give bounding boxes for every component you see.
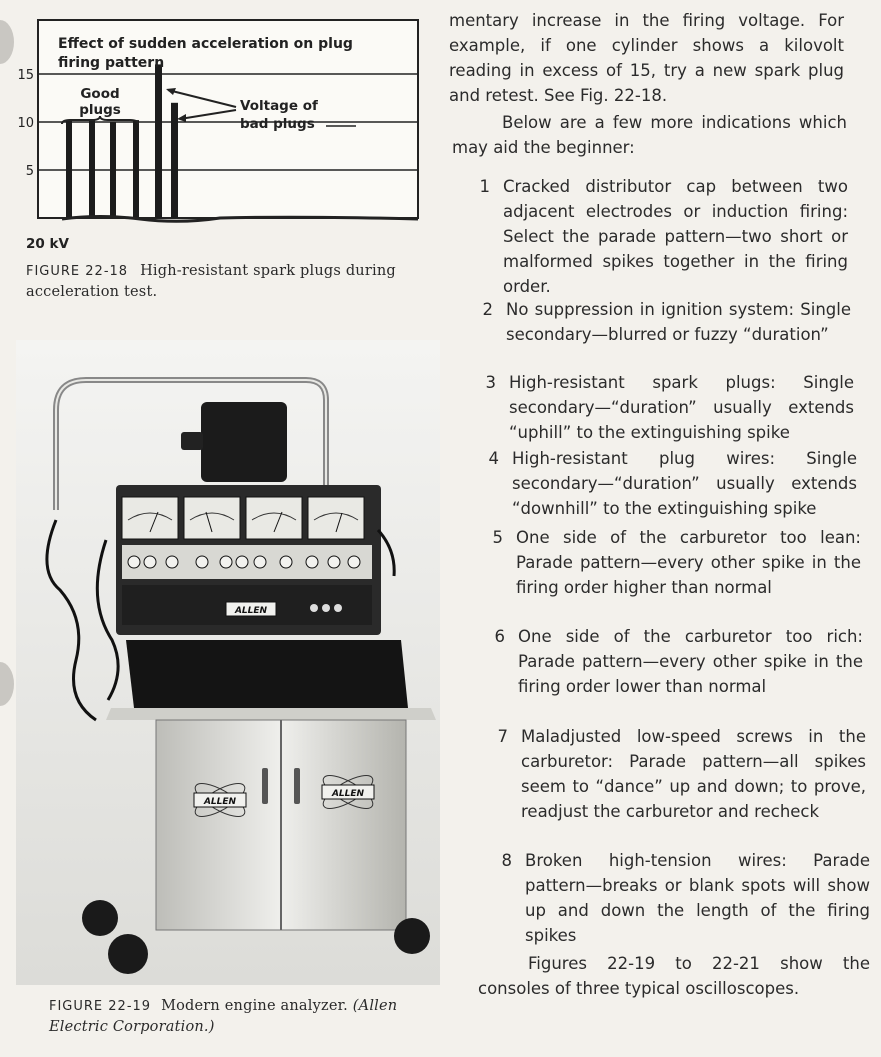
bar-3: [110, 122, 116, 218]
figure-22-18-caption: [26, 261, 436, 303]
bad-plugs-label-line2: bad plugs: [240, 116, 315, 132]
list-number: 6: [494, 627, 505, 646]
list-item: [497, 724, 866, 824]
caption-text: High-resistant spark plugs during acceleration test.: [26, 263, 396, 300]
list-text: One side of the carburetor too lean: Parade pattern—every other spike in the firing order higher than normal: [516, 528, 861, 597]
figure-label: FIGURE 22-18: [26, 264, 129, 279]
bar-4: [133, 120, 139, 218]
y-tick-label: 5: [25, 164, 34, 179]
figure-label: FIGURE 22-19: [49, 999, 152, 1014]
bar-1: [66, 120, 72, 218]
caption-text: Modern engine analyzer.: [161, 998, 348, 1014]
y-axis-label: 20 kV: [26, 236, 69, 252]
chart-tick-labels: [17, 68, 34, 179]
brand-plate-text: ALLEN: [234, 606, 268, 616]
list-item: [501, 848, 870, 948]
bad-plugs-label: Voltage of: [240, 98, 318, 114]
good-plugs-label: Good: [80, 86, 120, 102]
door-handle: [294, 768, 300, 804]
firing-pattern-chart: [0, 0, 440, 270]
good-plugs-label-line2: plugs: [79, 102, 121, 118]
list-item: [479, 174, 848, 299]
oscilloscope-screen-hood: [201, 402, 287, 482]
svg-text:ALLEN: ALLEN: [203, 797, 237, 807]
chart-title: Effect of sudden acceleration on plug: [58, 36, 353, 52]
list-text: One side of the carburetor too rich: Parade pattern—every other spike in the firing order lower than normal: [518, 627, 863, 696]
y-tick-label: 10: [17, 116, 34, 131]
bar-5: [155, 64, 162, 218]
list-text: High-resistant spark plugs: Single secondary—“duration” usually extends “uphill” to the extinguishing spike: [509, 373, 854, 442]
list-item: [482, 297, 851, 347]
list-number: 8: [501, 851, 512, 870]
y-tick-label: 15: [17, 68, 34, 83]
figure-22-19-caption: [49, 996, 449, 1038]
list-text: No suppression in ignition system: Single secondary—blurred or fuzzy “duration”: [506, 300, 851, 344]
binder-hole: [0, 662, 14, 706]
chart-title-line2: firing pattern: [58, 55, 165, 71]
figures-paragraph: Figures 22-19 to 22-21 show the consoles of three typical oscilloscopes.: [478, 954, 870, 998]
below-paragraph: Below are a few more indications which may aid the beginner:: [452, 113, 847, 157]
caption-credit: (Allen Electric Corporation.): [49, 998, 398, 1035]
list-text: Cracked distributor cap between two adjacent electrodes or induction firing: Select the parade pattern—two short or malformed spikes together in the firing order.: [503, 177, 848, 296]
list-number: 7: [497, 727, 508, 746]
list-item: [488, 446, 857, 521]
list-text: Maladjusted low-speed screws in the carburetor: Parade pattern—all spikes seem to “dance” up and down; to prove, readjust the carburetor and recheck: [521, 727, 866, 821]
list-number: 1: [479, 177, 490, 196]
list-number: 3: [485, 373, 496, 392]
list-number: 4: [488, 449, 499, 468]
intro-paragraph: mentary increase in the firing voltage. For example, if one cylinder shows a kilovolt reading in excess of 15, try a new spark plug and retest. See Fig. 22-18.: [449, 11, 844, 105]
list-text: High-resistant plug wires: Single secondary—“duration” usually extends “downhill” to the extinguishing spike: [512, 449, 857, 518]
engine-analyzer-photo: [16, 340, 440, 985]
work-tray: [126, 640, 408, 708]
list-item: [494, 624, 863, 699]
list-number: 5: [492, 528, 503, 547]
list-item: [492, 525, 861, 600]
list-number: 2: [482, 300, 493, 319]
svg-text:ALLEN: ALLEN: [331, 789, 365, 799]
bar-2: [89, 120, 95, 218]
list-item: [485, 370, 854, 445]
bar-6: [171, 103, 178, 218]
door-handle: [262, 768, 268, 804]
list-text: Broken high-tension wires: Parade pattern—breaks or blank spots will show up and down the length of the firing spikes: [525, 851, 870, 945]
